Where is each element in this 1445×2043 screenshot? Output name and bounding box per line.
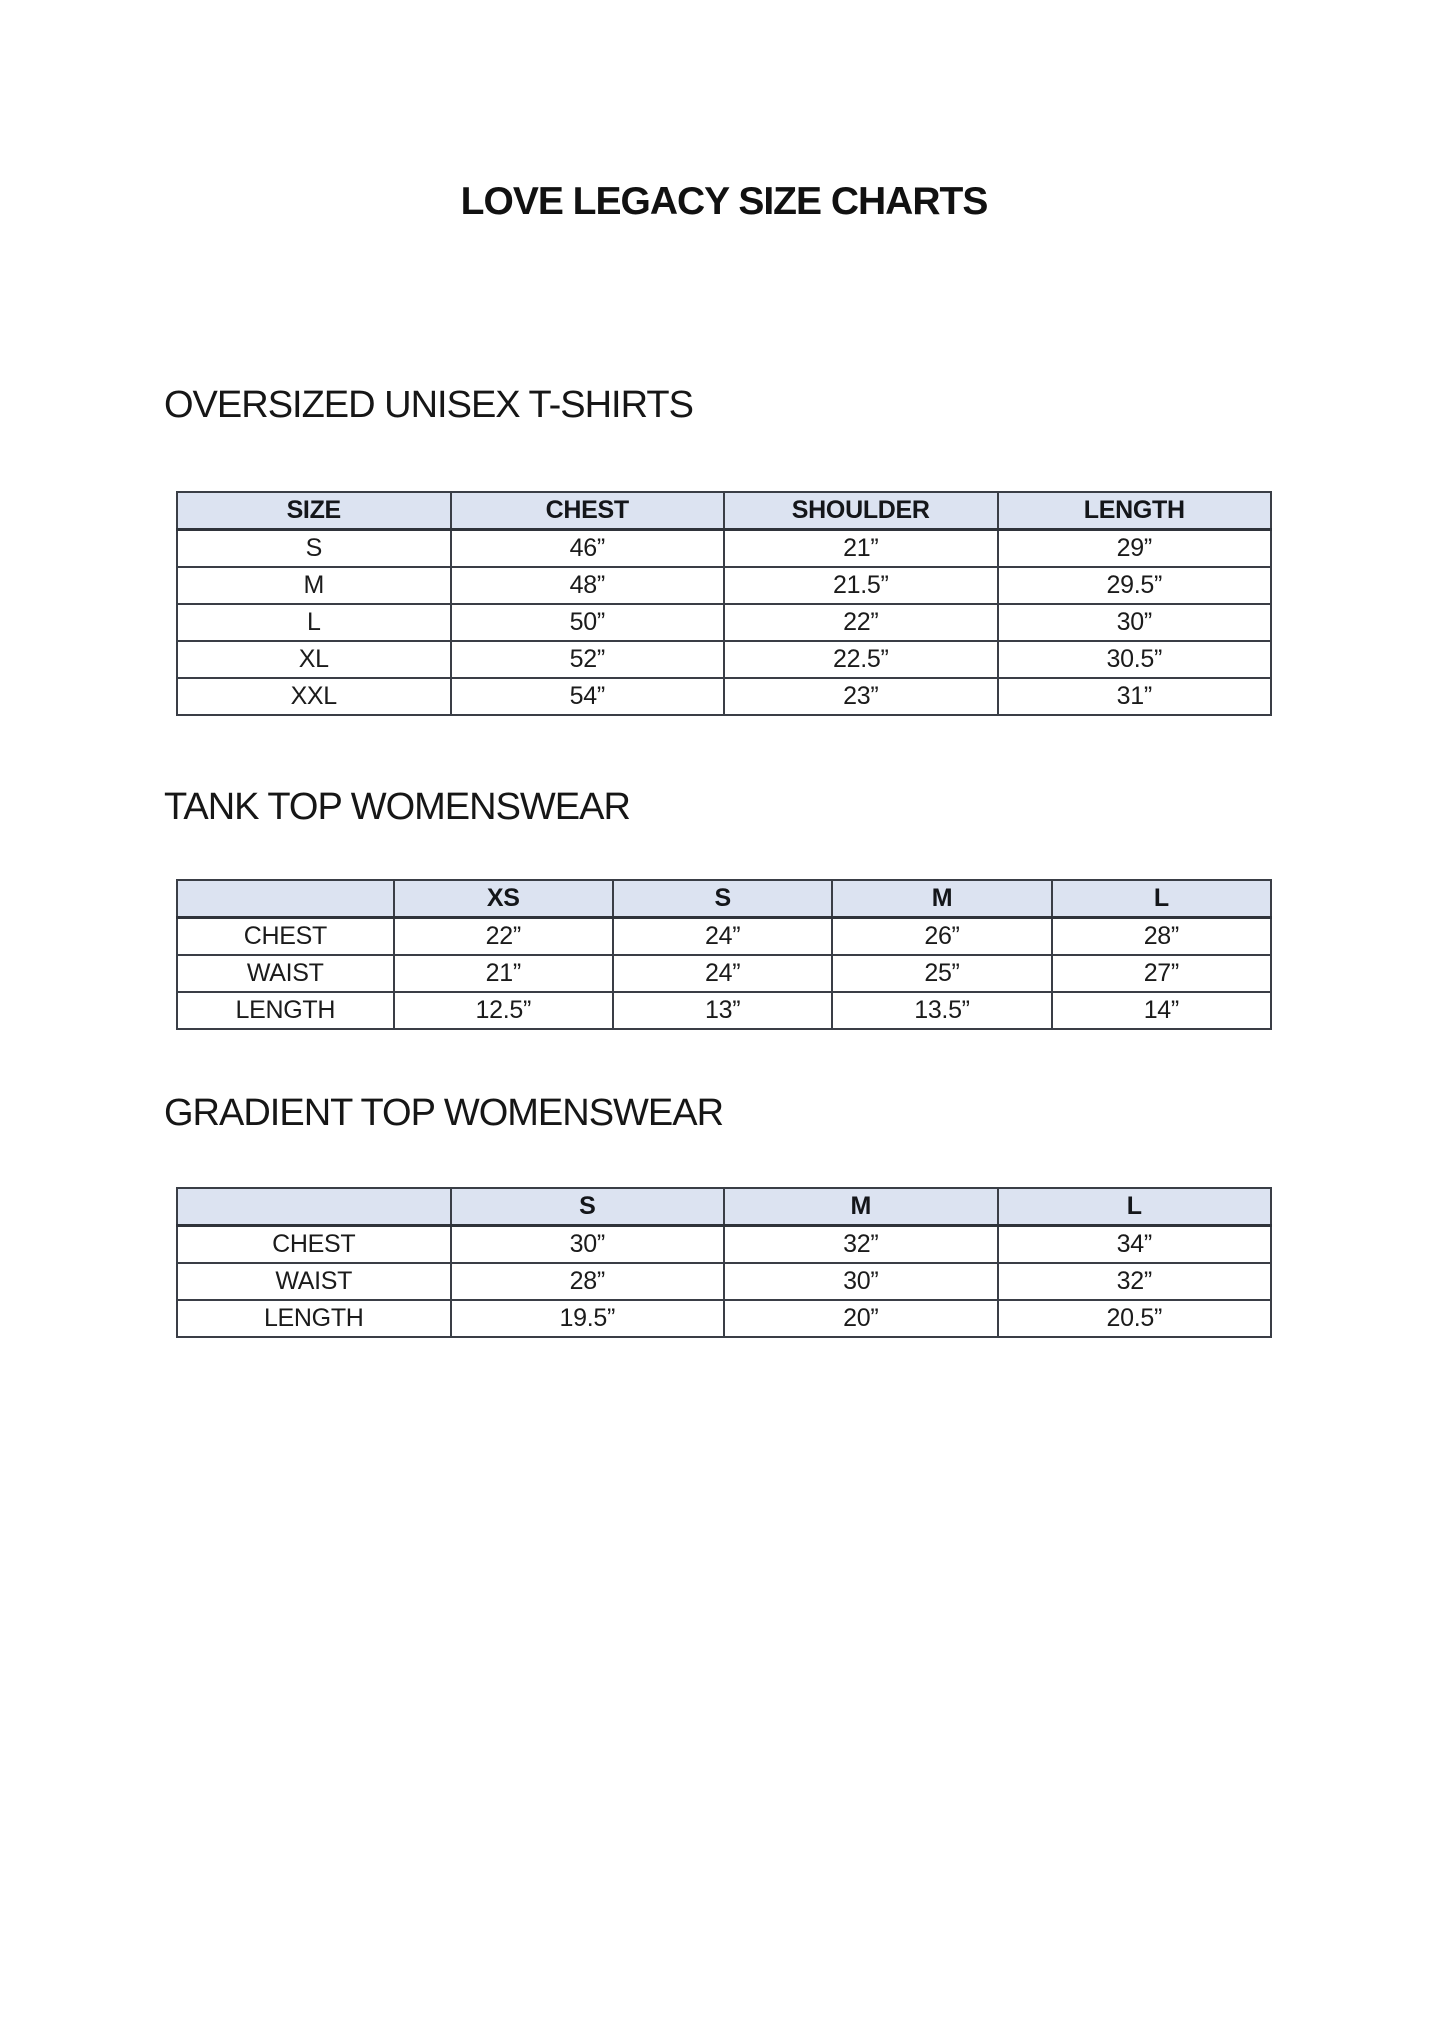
section-heading-gradient-top-womenswear: GRADIENT TOP WOMENSWEAR (164, 1092, 724, 1134)
row-label-cell: XXL (177, 678, 451, 715)
column-header-length: LENGTH (998, 492, 1272, 530)
table-row (177, 1263, 1271, 1300)
row-label-cell: WAIST (177, 1263, 451, 1300)
document-title: LOVE LEGACY SIZE CHARTS (460, 180, 988, 223)
size-table-tank-top-womenswear (176, 879, 1272, 1030)
column-header-empty (177, 880, 394, 918)
column-header-l: L (998, 1188, 1272, 1226)
table-row (177, 641, 1271, 678)
section-gradient-top-womenswear (164, 1092, 1272, 1338)
row-label-cell: L (177, 604, 451, 641)
table-row (177, 918, 1271, 956)
column-header-chest: CHEST (451, 492, 725, 530)
table-row (177, 567, 1271, 604)
value-cell: 19.5” (451, 1300, 725, 1337)
row-label-cell: M (177, 567, 451, 604)
value-cell: 13.5” (832, 992, 1051, 1029)
value-cell: 54” (451, 678, 725, 715)
row-label-cell: XL (177, 641, 451, 678)
table-row (177, 530, 1271, 568)
size-table-gradient-top-womenswear (176, 1187, 1272, 1338)
value-cell: 28” (1052, 918, 1271, 956)
column-header-s: S (451, 1188, 725, 1226)
row-label-cell: CHEST (177, 918, 394, 956)
value-cell: 24” (613, 955, 832, 992)
column-header-m: M (724, 1188, 998, 1226)
value-cell: 30.5” (998, 641, 1272, 678)
column-header-shoulder: SHOULDER (724, 492, 998, 530)
row-label-cell: S (177, 530, 451, 568)
value-cell: 30” (724, 1263, 998, 1300)
value-cell: 22” (724, 604, 998, 641)
value-cell: 34” (998, 1226, 1272, 1264)
table-header-row (177, 492, 1271, 530)
column-header-s: S (613, 880, 832, 918)
value-cell: 28” (451, 1263, 725, 1300)
value-cell: 21” (394, 955, 613, 992)
value-cell: 14” (1052, 992, 1271, 1029)
value-cell: 31” (998, 678, 1272, 715)
column-header-xs: XS (394, 880, 613, 918)
value-cell: 50” (451, 604, 725, 641)
table-row (177, 992, 1271, 1029)
value-cell: 27” (1052, 955, 1271, 992)
column-header-size: SIZE (177, 492, 451, 530)
value-cell: 22” (394, 918, 613, 956)
row-label-cell: LENGTH (177, 992, 394, 1029)
value-cell: 26” (832, 918, 1051, 956)
value-cell: 12.5” (394, 992, 613, 1029)
section-tank-top-womenswear (164, 786, 1272, 1030)
value-cell: 22.5” (724, 641, 998, 678)
value-cell: 32” (724, 1226, 998, 1264)
value-cell: 30” (998, 604, 1272, 641)
value-cell: 52” (451, 641, 725, 678)
table-row (177, 604, 1271, 641)
row-label-cell: WAIST (177, 955, 394, 992)
value-cell: 48” (451, 567, 725, 604)
column-header-l: L (1052, 880, 1271, 918)
value-cell: 20.5” (998, 1300, 1272, 1337)
value-cell: 29” (998, 530, 1272, 568)
row-label-cell: LENGTH (177, 1300, 451, 1337)
value-cell: 21” (724, 530, 998, 568)
table-row (177, 678, 1271, 715)
table-row (177, 1226, 1271, 1264)
value-cell: 23” (724, 678, 998, 715)
value-cell: 46” (451, 530, 725, 568)
value-cell: 24” (613, 918, 832, 956)
row-label-cell: CHEST (177, 1226, 451, 1264)
value-cell: 25” (832, 955, 1051, 992)
table-row (177, 1300, 1271, 1337)
column-header-empty (177, 1188, 451, 1226)
value-cell: 13” (613, 992, 832, 1029)
value-cell: 21.5” (724, 567, 998, 604)
value-cell: 20” (724, 1300, 998, 1337)
size-table-oversized-unisex-tshirts (176, 491, 1272, 716)
section-heading-oversized-unisex-tshirts: OVERSIZED UNISEX T-SHIRTS (164, 384, 693, 426)
value-cell: 29.5” (998, 567, 1272, 604)
value-cell: 30” (451, 1226, 725, 1264)
table-header-row (177, 880, 1271, 918)
column-header-m: M (832, 880, 1051, 918)
value-cell: 32” (998, 1263, 1272, 1300)
table-header-row (177, 1188, 1271, 1226)
section-oversized-unisex-tshirts (164, 384, 1272, 716)
table-row (177, 955, 1271, 992)
section-heading-tank-top-womenswear: TANK TOP WOMENSWEAR (164, 786, 630, 828)
